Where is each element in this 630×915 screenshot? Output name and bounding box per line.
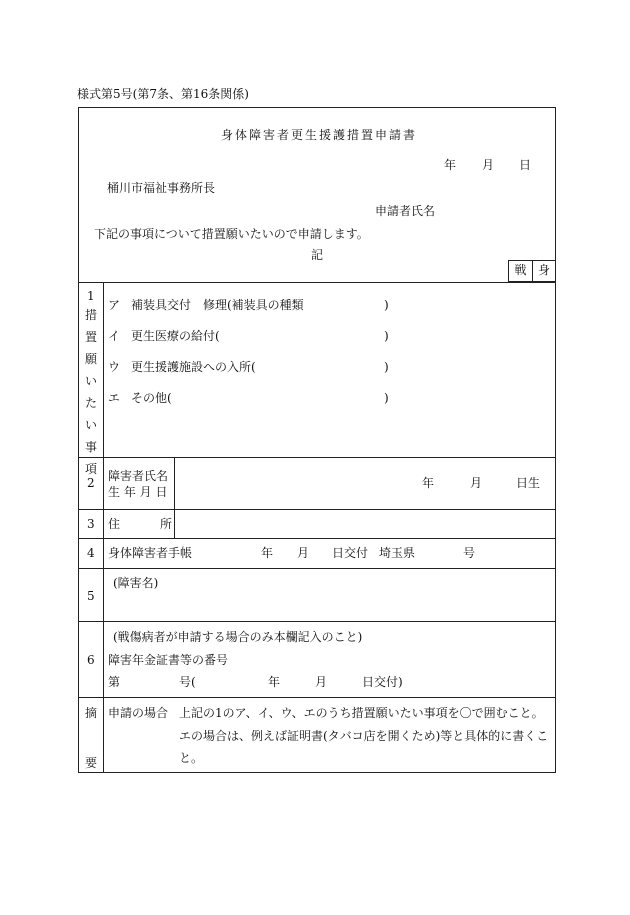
remarks-line3: と。 (179, 751, 204, 765)
row2-year: 年 (422, 476, 435, 490)
remarks-case: 申請の場合 (108, 706, 169, 720)
item-u-close: ) (384, 360, 389, 374)
applicant-name-label: 申請者氏名 (375, 204, 436, 218)
row5-number: 5 (87, 589, 95, 603)
row5-label: (障害名) (113, 576, 159, 590)
form-label: 様式第5号(第7条、第16条関係) (77, 87, 249, 101)
item-e-letter: エ (108, 391, 121, 405)
item-a-text: 補装具交付 修理(補装具の種類 (131, 298, 304, 312)
shin-box: 身 (532, 260, 556, 282)
row2-number: 2 (87, 476, 95, 490)
application-form (78, 107, 556, 773)
row6-go: 号( (179, 675, 196, 689)
row6-issued: 日交付) (362, 675, 403, 689)
remarks-line2: エの場合は、例えば証明書(タバコ店を開くため)等と具体的に書くこ (179, 729, 549, 743)
remarks-label-bottom: 要 (85, 756, 98, 770)
item-e-text: その他( (131, 391, 172, 405)
row2-birth: 日生 (516, 476, 541, 490)
row4-go: 号 (463, 546, 476, 560)
row2-label-birth: 生 年 月 日 (108, 485, 168, 499)
row6-month: 月 (315, 675, 328, 689)
item-i-letter: イ (108, 329, 121, 343)
ki-label: 記 (311, 248, 324, 262)
item-e-close: ) (384, 391, 389, 405)
row6-dai: 第 (108, 675, 121, 689)
item-a-close: ) (384, 298, 389, 312)
row4-year: 年 (261, 546, 274, 560)
row1-number: 1 (87, 289, 95, 303)
row6-label: 障害年金証書等の番号 (108, 653, 229, 667)
row6-note: (戦傷病者が申請する場合のみ本欄記入のこと) (113, 630, 363, 644)
item-i-text: 更生医療の給付( (131, 329, 220, 343)
row4-number: 4 (87, 546, 95, 560)
row4-issued: 日交付 (332, 546, 369, 560)
row4-month: 月 (297, 546, 310, 560)
remarks-label-top: 摘 (85, 706, 98, 720)
item-u-text: 更生援護施設への入所( (131, 360, 256, 374)
row3-label-b: 所 (160, 517, 173, 531)
form-title: 身体障害者更生援護措置申請書 (221, 128, 418, 142)
item-u-letter: ウ (108, 360, 121, 374)
addressee: 桶川市福祉事務所長 (107, 181, 216, 195)
remarks-line1: 上記の1のア、イ、ウ、エのうち措置願いたい事項を〇で囲むこと。 (179, 706, 544, 720)
row4-label: 身体障害者手帳 (108, 546, 193, 560)
date-day: 日 (519, 158, 532, 172)
date-month: 月 (482, 158, 495, 172)
row4-pref: 埼玉県 (379, 546, 416, 560)
row6-number: 6 (87, 653, 95, 667)
row3-number: 3 (87, 517, 95, 531)
request-text: 下記の事項について措置願いたいので申請します。 (94, 227, 369, 241)
row3-label-a: 住 (108, 517, 121, 531)
date-year: 年 (444, 158, 457, 172)
row1-vertical-label: 措 置 願 い た い 事 項 (85, 308, 98, 476)
item-i-close: ) (384, 329, 389, 343)
row2-label-name: 障害者氏名 (108, 469, 169, 483)
item-a-letter: ア (108, 298, 121, 312)
sen-box: 戦 (508, 260, 533, 282)
row6-year: 年 (268, 675, 281, 689)
row2-month: 月 (470, 476, 483, 490)
